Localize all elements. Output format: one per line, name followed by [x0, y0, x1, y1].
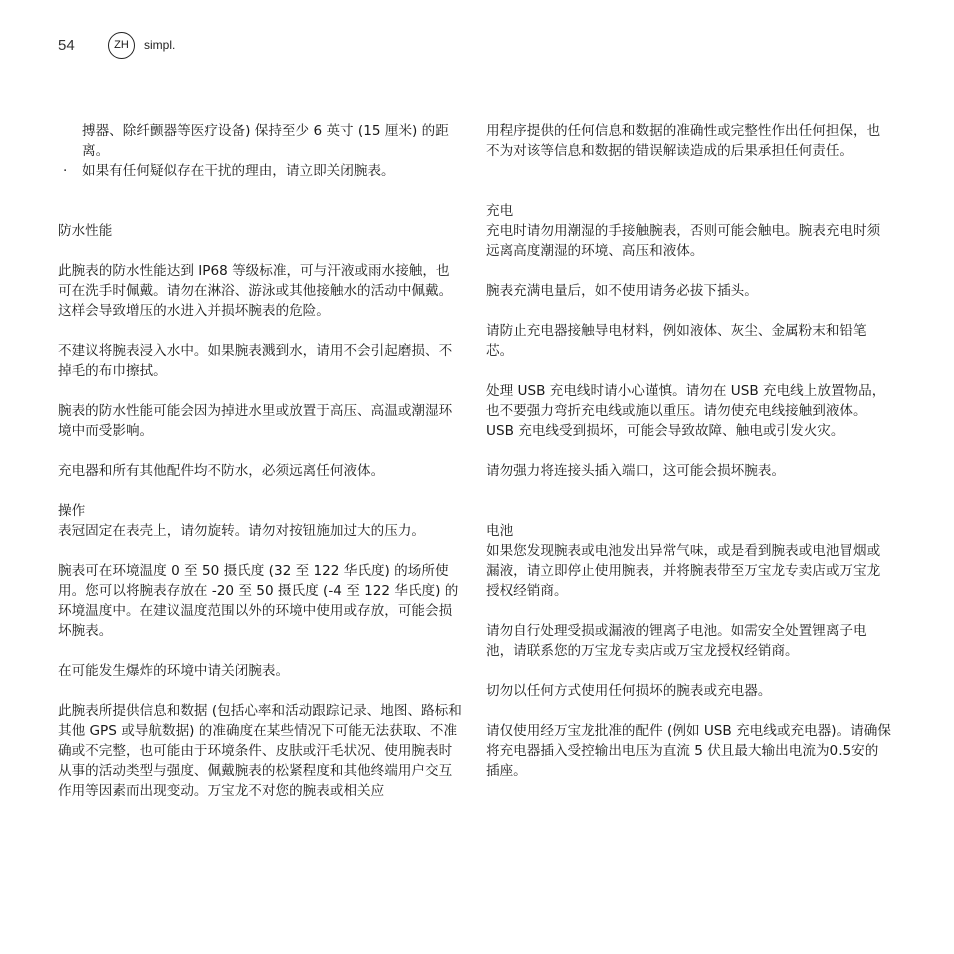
operation-paragraph-2: 腕表可在环境温度 0 至 50 摄氏度 (32 至 122 华氏度) 的场所使用。您可以将腕表存放在 -20 至 50 摄氏度 (-4 至 122 华氏度) 的环境温度中。在建议温度范围以外的环境中使用或存放，可能会损坏腕表。 [58, 563, 459, 639]
operation-heading: 操作 [58, 503, 86, 519]
continued-paragraph: 用程序提供的任何信息和数据的准确性或完整性作出任何担保，也不为对该等信息和数据的错误解读造成的后果承担任何责任。 [486, 123, 881, 159]
battery-paragraph-1: 如果您发现腕表或电池发出异常气味，或是看到腕表或电池冒烟或漏液，请立即停止使用腕表，并将腕表带至万宝龙专卖店或万宝龙授权经销商。 [486, 543, 881, 599]
operation-paragraph-4: 此腕表所提供信息和数据 (包括心率和活动跟踪记录、地图、路标和其他 GPS 或导航数据) 的准确度在某些情况下可能无法获取、不准确或不完整，也可能由于环境条件、皮肤或汗毛状况、使用腕表时从事的活动类型与强度、佩戴腕表的松紧程度和其他终端用户交互作用等因素而出现变动。万宝龙不对您的腕表或相关应 [58, 703, 462, 799]
operation-paragraph-3: 在可能发生爆炸的环境中请关闭腕表。 [58, 663, 290, 679]
bullet-icon: · [63, 163, 68, 179]
bullet-text: 如果有任何疑似存在干扰的理由，请立即关闭腕表。 [82, 163, 395, 179]
brand-label: simpl. [144, 38, 176, 52]
language-badge: ZH [108, 32, 135, 59]
page-header [58, 32, 175, 58]
battery-heading: 电池 [486, 523, 514, 539]
charging-paragraph-2: 腕表充满电量后，如不使用请务必拔下插头。 [486, 283, 758, 299]
charging-heading: 充电 [486, 203, 514, 219]
charging-paragraph-1: 充电时请勿用潮湿的手接触腕表，否则可能会触电。腕表充电时须远离高度潮湿的环境、高压和液体。 [486, 223, 881, 259]
operation-paragraph-1: 表冠固定在表壳上，请勿旋转。请勿对按钮施加过大的压力。 [58, 523, 426, 539]
charging-paragraph-5: 请勿强力将连接头插入端口，这可能会损坏腕表。 [486, 463, 786, 479]
page-number: 54 [58, 36, 75, 54]
battery-paragraph-3: 切勿以任何方式使用任何损坏的腕表或充电器。 [486, 683, 772, 699]
battery-paragraph-4: 请仅使用经万宝龙批准的配件 (例如 USB 充电线或充电器)。请确保将充电器插入受控输出电压为直流 5 伏且最大输出电流为0.5安的插座。 [486, 723, 891, 779]
battery-paragraph-2: 请勿自行处理受损或漏液的锂离子电池。如需安全处置锂离子电池，请联系您的万宝龙专卖店或万宝龙授权经销商。 [486, 623, 867, 659]
continued-paragraph: 搏器、除纤颤器等医疗设备) 保持至少 6 英寸 (15 厘米) 的距离。 [82, 123, 449, 159]
waterproof-heading: 防水性能 [58, 223, 113, 239]
charging-paragraph-3: 请防止充电器接触导电材料，例如液体、灰尘、金属粉末和铅笔芯。 [486, 323, 867, 359]
left-column [58, 121, 463, 821]
waterproof-paragraph-1: 此腕表的防水性能达到 IP68 等级标准，可与汗液或雨水接触，也可在洗手时佩戴。请勿在淋浴、游泳或其他接触水的活动中佩戴。这样会导致增压的水进入并损坏腕表的危险。 [58, 263, 453, 319]
bullet-item [58, 161, 463, 181]
waterproof-paragraph-4: 充电器和所有其他配件均不防水，必须远离任何液体。 [58, 463, 385, 479]
waterproof-paragraph-2: 不建议将腕表浸入水中。如果腕表溅到水，请用不会引起磨损、不掉毛的布巾擦拭。 [58, 343, 453, 379]
charging-paragraph-4: 处理 USB 充电线时请小心谨慎。请勿在 USB 充电线上放置物品，也不要强力弯折充电线或施以重压。请勿使充电线接触到液体。USB 充电线受到损坏，可能会导致故障、触电或引发火灾。 [486, 383, 886, 439]
right-column [486, 121, 891, 801]
waterproof-paragraph-3: 腕表的防水性能可能会因为掉进水里或放置于高压、高温或潮湿环境中而受影响。 [58, 403, 453, 439]
